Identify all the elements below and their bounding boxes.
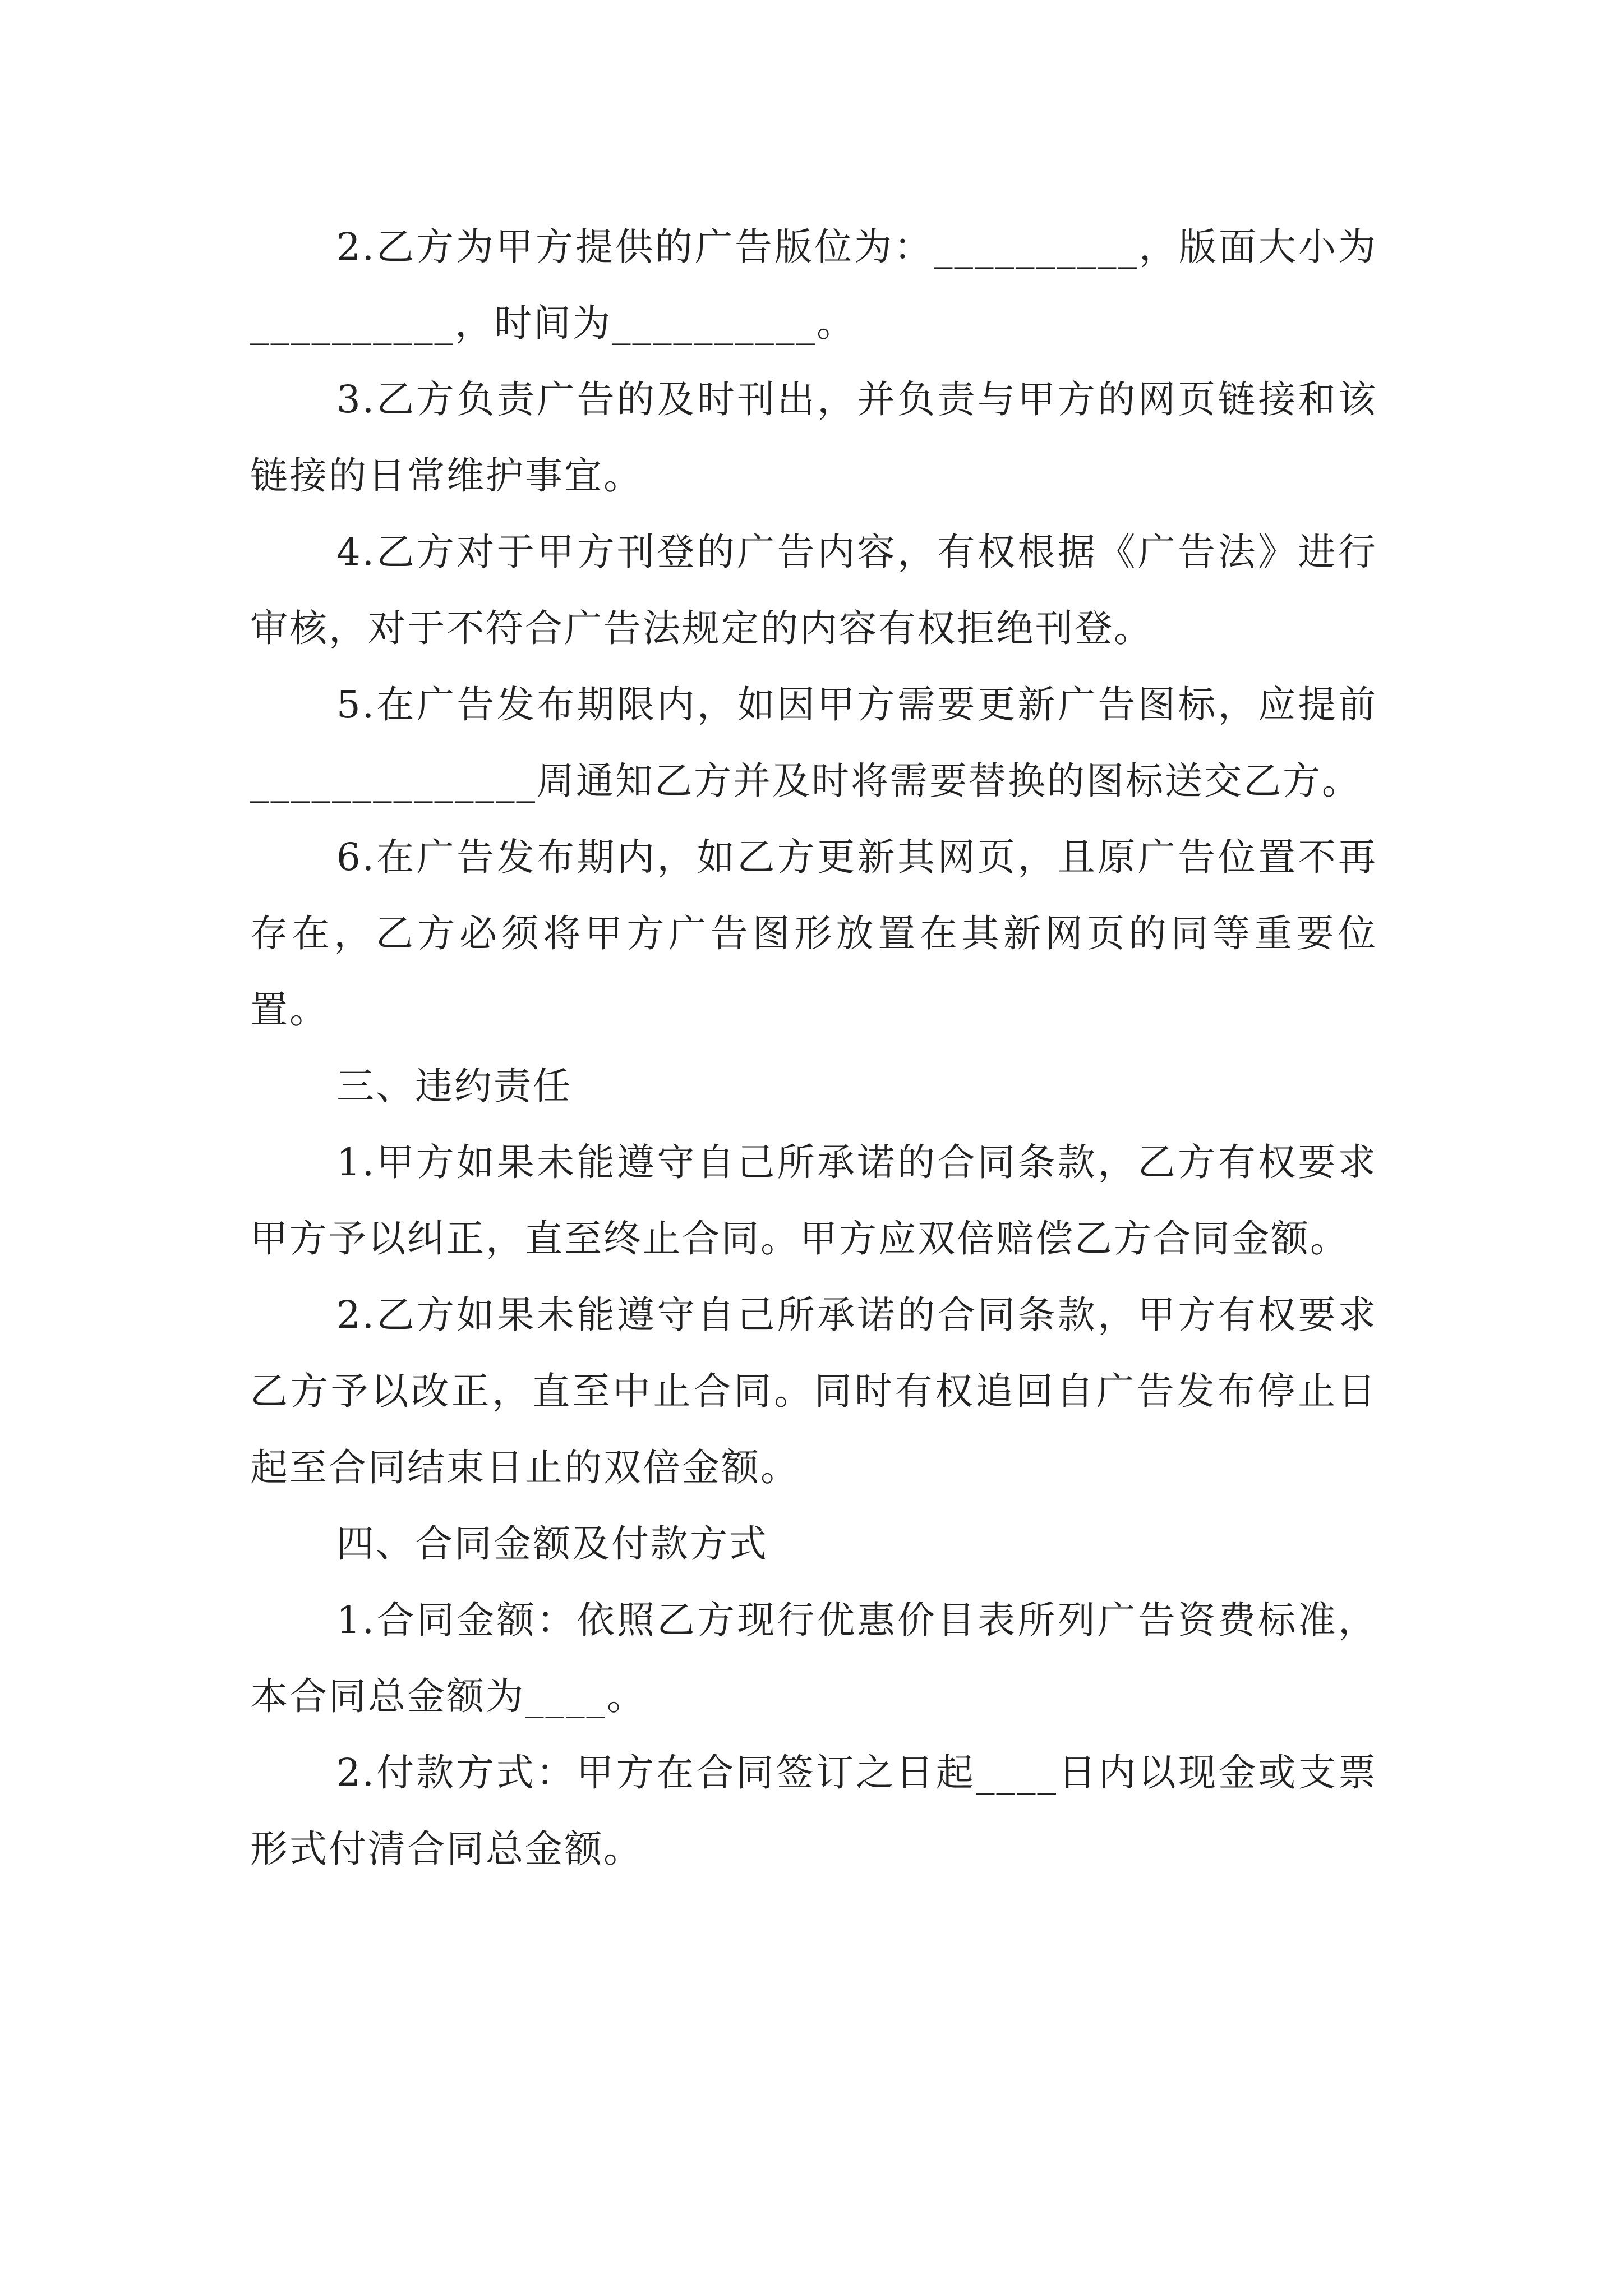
- clause-6-page-update: 6.在广告发布期内，如乙方更新其网页，且原广告位置不再存在，乙方必须将甲方广告图形放置在其新网页的同等重要位置。: [250, 835, 1377, 1032]
- breach-clause-1: 1.甲方如果未能遵守自己所承诺的合同条款，乙方有权要求甲方予以纠正，直至终止合同。甲方应双倍赔偿乙方合同金额。: [250, 1140, 1377, 1260]
- breach-clause-2: 2.乙方如果未能遵守自己所承诺的合同条款，甲方有权要求乙方予以改正，直至中止合同。同时有权追回自广告发布停止日起至合同结束日止的双倍金额。: [250, 1293, 1377, 1489]
- clause-2-ad-placement: 2.乙方为甲方提供的广告版位为：__________，版面大小为__________，时间为__________。: [250, 225, 1377, 345]
- payment-clause-2: 2.付款方式：甲方在合同签订之日起____日内以现金或支票形式付清合同总金额。: [250, 1751, 1377, 1871]
- section-heading-breach: 三、违约责任: [336, 1064, 572, 1108]
- clause-3-publishing-duty: 3.乙方负责广告的及时刊出，并负责与甲方的网页链接和该链接的日常维护事宜。: [250, 378, 1377, 498]
- document-page: [250, 209, 1377, 1887]
- section-heading-payment: 四、合同金额及付款方式: [336, 1522, 768, 1566]
- payment-clause-1: 1.合同金额：依照乙方现行优惠价目表所列广告资费标准，本合同总金额为____。: [250, 1598, 1377, 1718]
- clause-4-content-review: 4.乙方对于甲方刊登的广告内容，有权根据《广告法》进行审核，对于不符合广告法规定的内容有权拒绝刊登。: [250, 530, 1377, 650]
- clause-5-icon-update: 5.在广告发布期限内，如因甲方需要更新广告图标，应提前______________周通知乙方并及时将需要替换的图标送交乙方。: [250, 683, 1377, 803]
